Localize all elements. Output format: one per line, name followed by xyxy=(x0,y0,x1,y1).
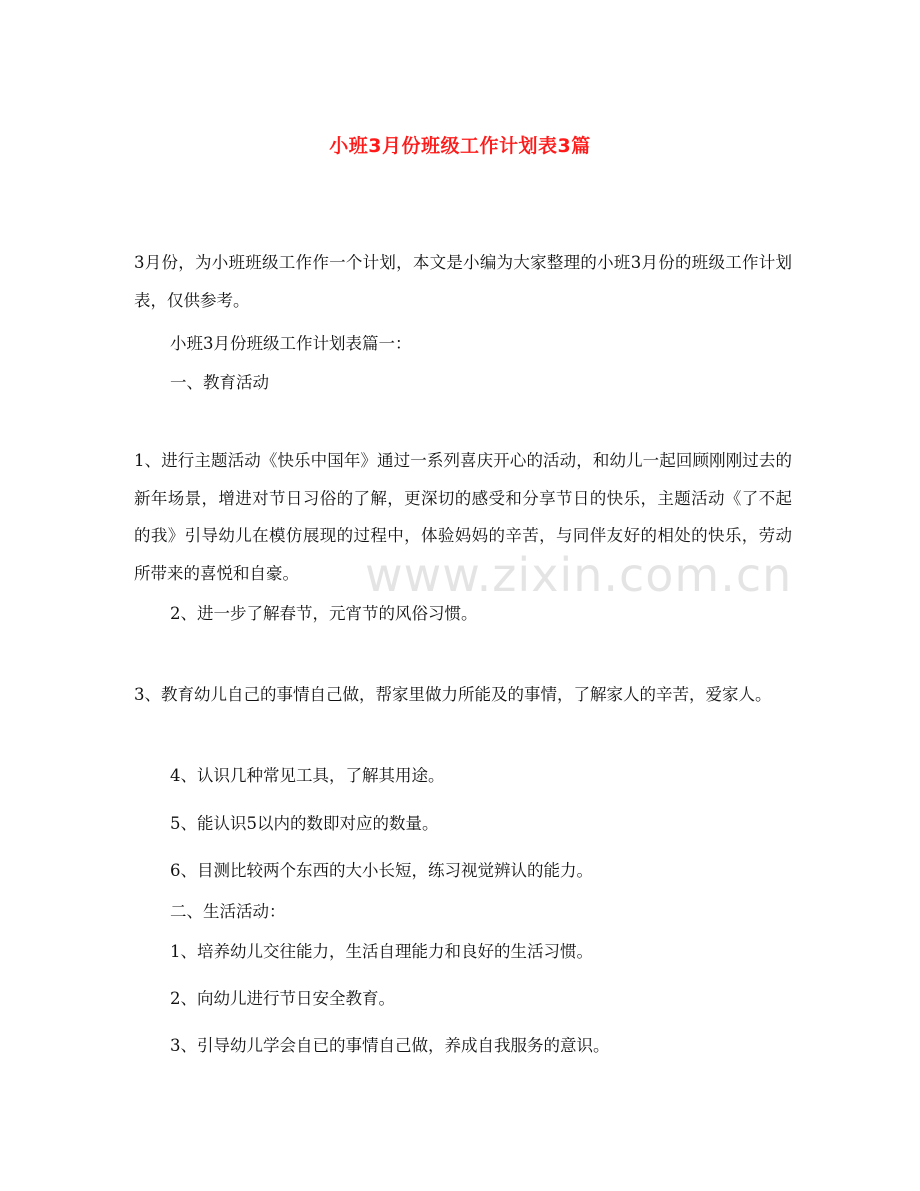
education-item-5: 5、能认识5以内的数即对应的数量。 xyxy=(170,814,439,833)
intro-paragraph: 3月份，为小班班级工作作一个计划，本文是小编为大家整理的小班3月份的班级工作计划表，仅供参考。 xyxy=(134,253,792,310)
education-item-6: 6、目测比较两个东西的大小长短，练习视觉辨认的能力。 xyxy=(170,861,593,880)
plan-subtitle: 小班3月份班级工作计划表篇一： xyxy=(170,334,412,353)
education-item-1: 1、进行主题活动《快乐中国年》通过一系列喜庆开心的活动，和幼儿一起回顾刚刚过去的新年场景，增进对节日习俗的了解，更深切的感受和分享节日的快乐，主题活动《了不起的我》引导幼儿在模仿展现的过程中，体验妈妈的辛苦，与同伴友好的相处的快乐，劳动所带来的喜悦和自豪。 xyxy=(134,451,792,583)
watermark-text: www.zixin.com.cn xyxy=(365,548,793,602)
education-item-4: 4、认识几种常见工具，了解其用途。 xyxy=(170,766,445,785)
document-title: 小班3月份班级工作计划表3篇 xyxy=(329,135,591,157)
life-item-1: 1、培养幼儿交往能力，生活自理能力和良好的生活习惯。 xyxy=(170,942,593,961)
section-heading-life: 二、生活活动： xyxy=(170,902,286,921)
education-item-3: 3、教育幼儿自己的事情自己做，帮家里做力所能及的事情，了解家人的辛苦，爱家人。 xyxy=(134,685,772,704)
life-item-2: 2、向幼儿进行节日安全教育。 xyxy=(170,989,395,1008)
life-item-3: 3、引导幼儿学会自已的事情自己做，养成自我服务的意识。 xyxy=(170,1036,610,1055)
education-item-2: 2、进一步了解春节，元宵节的风俗习惯。 xyxy=(170,604,478,623)
section-heading-education: 一、教育活动 xyxy=(170,373,269,392)
